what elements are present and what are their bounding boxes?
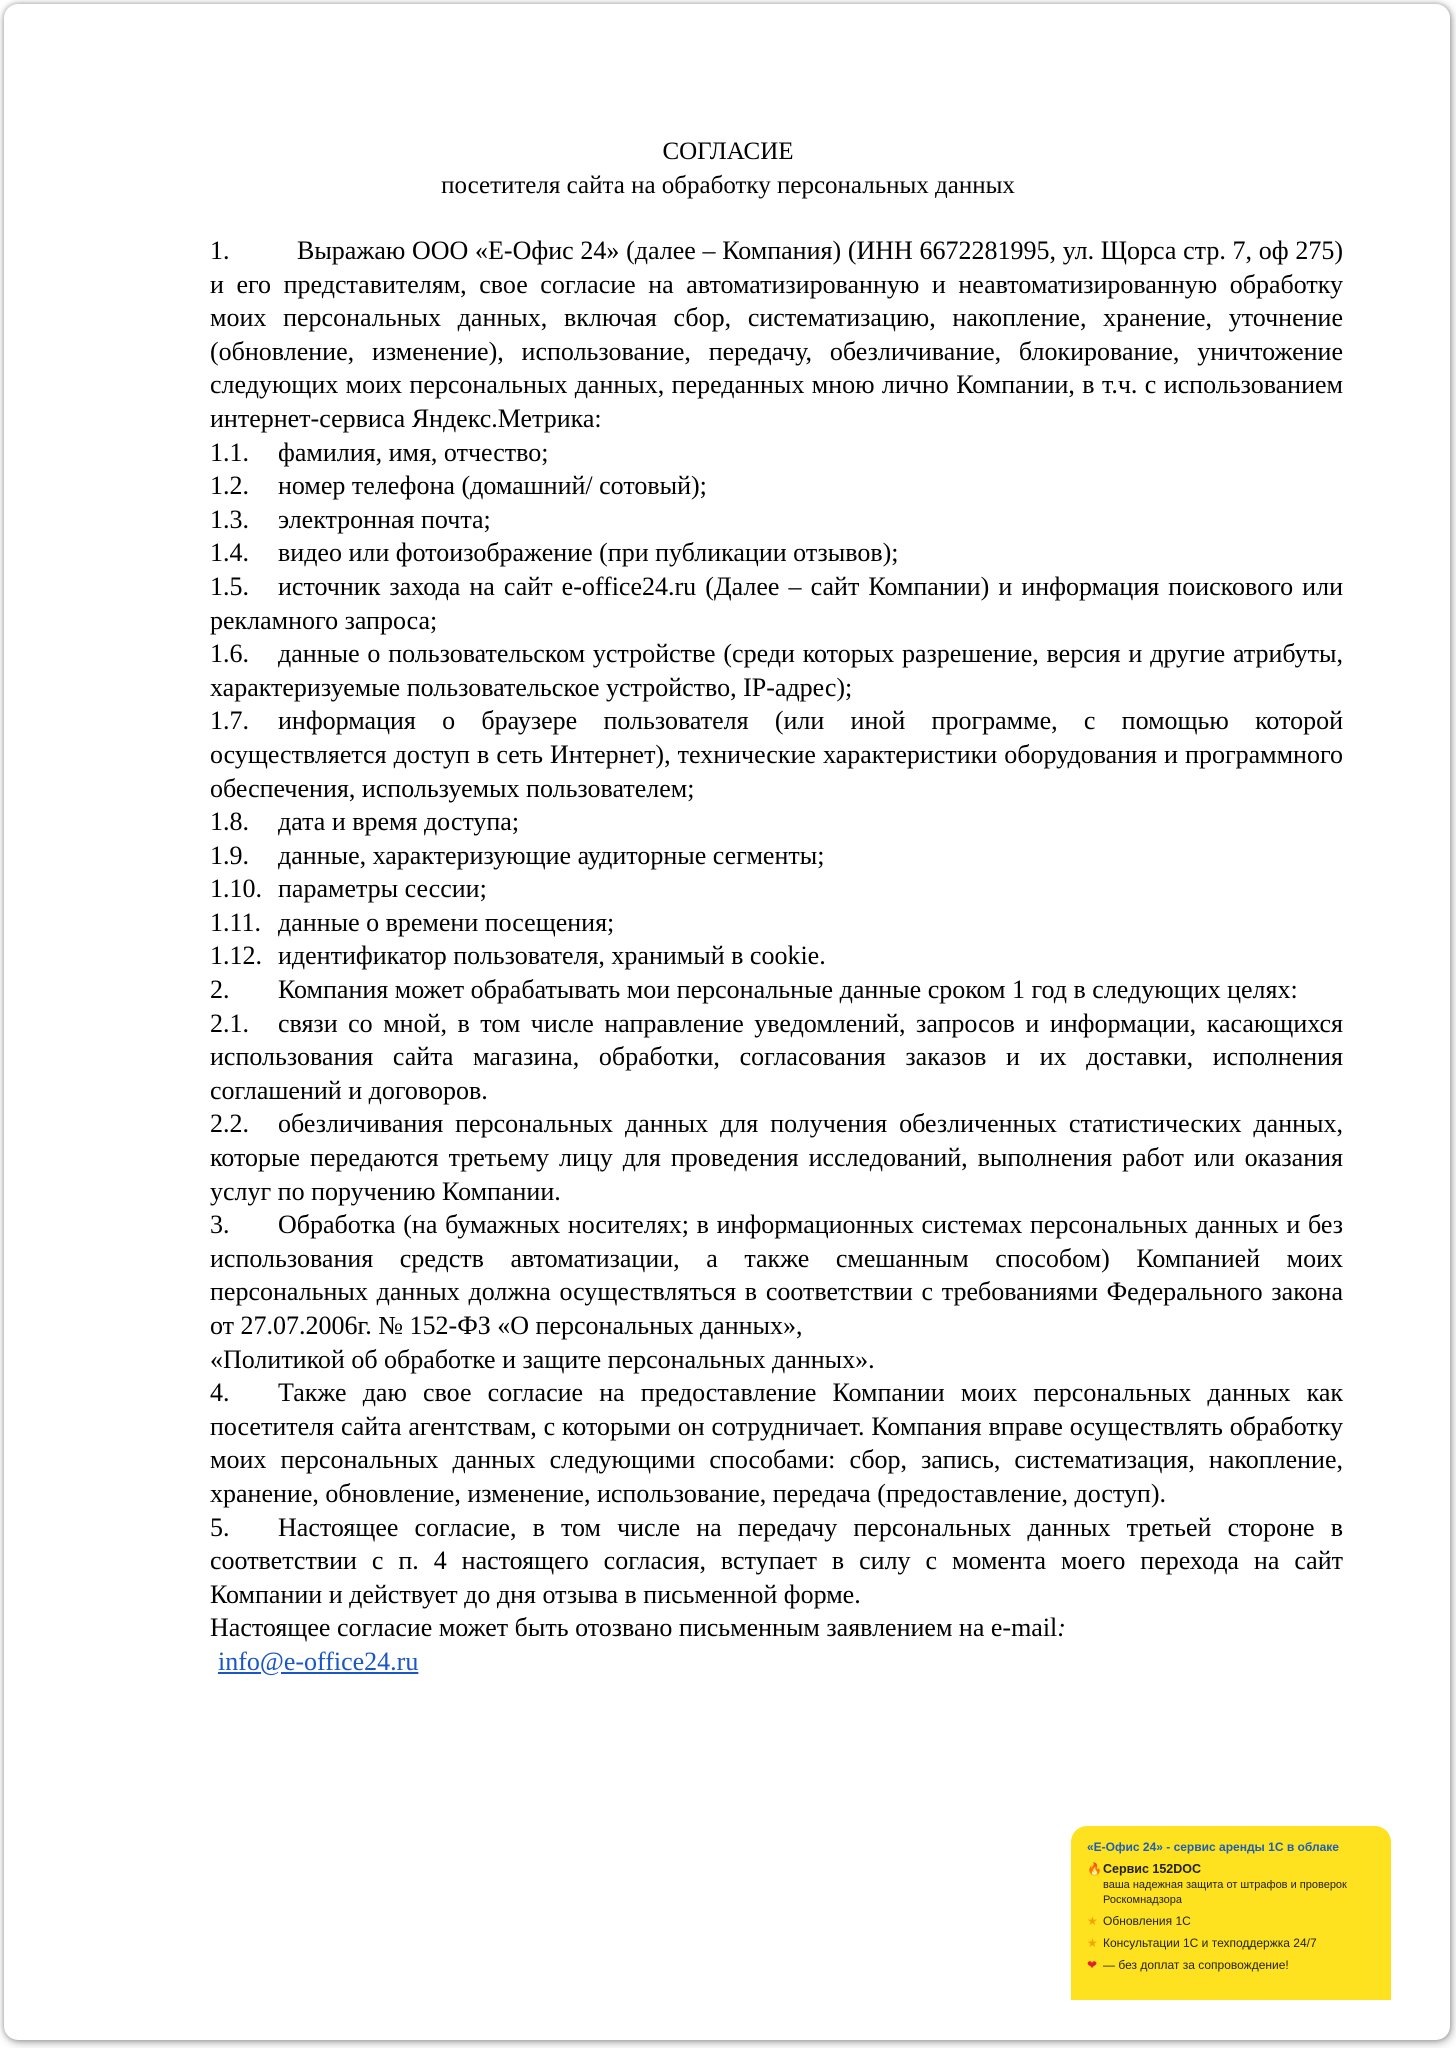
- paragraph-number: 3.: [210, 1210, 230, 1240]
- ad-item-label: Консультации 1С и техподдержка 24/7: [1103, 1936, 1317, 1950]
- paragraph-1-4: [210, 536, 1343, 570]
- paragraph-1-9: [210, 839, 1343, 873]
- paragraph-number: 4.: [210, 1378, 230, 1408]
- paragraph-4: [210, 1376, 1343, 1510]
- paragraph-number: 1.6.: [210, 639, 249, 669]
- paragraph-1-5: [210, 570, 1343, 637]
- heart-icon: ❤: [1087, 1958, 1098, 1972]
- paragraph-1-10: [210, 872, 1343, 906]
- paragraph-3-policy: [210, 1343, 1343, 1377]
- ad-item-label: Сервис 152DOC: [1103, 1862, 1202, 1876]
- email-line: [210, 1645, 1343, 1679]
- star-icon: ★: [1087, 1914, 1098, 1928]
- paragraph-text: фамилия, имя, отчество;: [278, 437, 549, 467]
- paragraph-number: 1.11.: [210, 907, 262, 937]
- paragraph-text: данные о времени посещения;: [278, 907, 615, 937]
- paragraph-1-6: [210, 637, 1343, 704]
- paragraph-text: электронная почта;: [278, 504, 491, 534]
- paragraph-text: Обработка (на бумажных носителях; в информационных системах персональных данных и без использования средств автоматизации, а также смешанным способом) Компанией моих персональных данных должна осуществляться в соответствии с требованиями Федерального закона от 27.07.2006г. № 152-ФЗ «О персональных данных»,: [210, 1210, 1343, 1340]
- paragraph-text: связи со мной, в том числе направление уведомлений, запросов и информации, касающихся использования сайта магазина, обработки, согласования заказов и их доставки, исполнения соглашений и договоров.: [210, 1008, 1343, 1105]
- paragraph-1-3: [210, 503, 1343, 537]
- paragraph-2: [210, 973, 1343, 1007]
- paragraph-1-7: [210, 704, 1343, 805]
- paragraph-2-1: [210, 1007, 1343, 1108]
- paragraph-text: данные о пользовательском устройстве (среди которых разрешение, версия и другие атрибуты, характеризуемые пользовательское устройство, IP-адрес);: [210, 639, 1343, 702]
- ad-item-updates: [1087, 1914, 1375, 1929]
- paragraph-text: номер телефона (домашний/ сотовый);: [278, 471, 707, 501]
- paragraph-number: 1.2.: [210, 471, 249, 501]
- fire-icon: 🔥: [1087, 1862, 1102, 1876]
- paragraph-text: параметры сессии;: [278, 874, 487, 904]
- paragraph-1-1: [210, 436, 1343, 470]
- ad-item-label: Обновления 1С: [1103, 1914, 1191, 1928]
- ad-banner-title: «Е-Офис 24» - сервис аренды 1С в облаке: [1087, 1840, 1339, 1854]
- paragraph-number: 1.1.: [210, 437, 249, 467]
- ad-item-no-fees: [1087, 1958, 1375, 1973]
- paragraph-1-11: [210, 906, 1343, 940]
- paragraph-text: дата и время доступа;: [278, 807, 520, 837]
- paragraph-text: «Политикой об обработке и защите персональных данных».: [210, 1344, 875, 1374]
- paragraph-5: [210, 1511, 1343, 1612]
- paragraph-text: Также даю свое согласие на предоставление Компании моих персональных данных как посетителя сайта агентствам, с которыми он сотрудничает. Компания вправе осуществлять обработку моих персональных данных следующими способами: сбор, запись, систематизация, накопление, хранение, обновление, изменение, использование, передача (предоставление, доступ).: [210, 1378, 1343, 1508]
- paragraph-number: 1.3.: [210, 504, 249, 534]
- ad-item-152doc: [1087, 1862, 1375, 1877]
- paragraph-number: 2.: [210, 975, 230, 1005]
- paragraph-text: источник захода на сайт e-office24.ru (Далее – сайт Компании) и информация поискового или рекламного запроса;: [210, 571, 1343, 635]
- ad-banner[interactable]: [1071, 1826, 1391, 2000]
- paragraph-number: 1.12.: [210, 941, 262, 971]
- paragraph-1-12: [210, 939, 1343, 973]
- paragraph-number: 2.2.: [210, 1109, 249, 1139]
- ad-item-sub: ваша надежная защита от штрафов и проверок Роскомнадзора: [1103, 1879, 1347, 1906]
- paragraph-1-8: [210, 805, 1343, 839]
- paragraph-number: 1.: [210, 236, 230, 265]
- email-link[interactable]: info@e-office24.ru: [218, 1646, 419, 1676]
- paragraph-text: Компания может обрабатывать мои персональные данные сроком 1 год в следующих целях:: [278, 975, 1298, 1005]
- paragraph-number: 1.8.: [210, 807, 249, 837]
- ad-item-label: — без доплат за сопровождение!: [1103, 1958, 1289, 1972]
- paragraph-number: 1.7.: [210, 706, 249, 736]
- ad-item-support: [1087, 1936, 1375, 1951]
- document-title: СОГЛАСИЕ: [662, 138, 794, 165]
- paragraph-number: 5.: [210, 1512, 230, 1542]
- paragraph-text: данные, характеризующие аудиторные сегменты;: [278, 840, 825, 870]
- paragraph-text: видео или фотоизображение (при публикации отзывов);: [278, 538, 899, 568]
- document-body: [210, 234, 1343, 1679]
- revocation-note: [210, 1611, 1343, 1645]
- paragraph-number: 1.9.: [210, 840, 249, 870]
- document-subtitle: посетителя сайта на обработку персональных данных: [441, 172, 1015, 199]
- paragraph-number: 1.5.: [210, 571, 249, 601]
- paragraph-text: Настоящее согласие, в том числе на передачу персональных данных третьей стороне в соответствии с п. 4 настоящего согласия, вступает в силу с момента моего перехода на сайт Компании и действует до дня отзыва в письменной форме.: [210, 1512, 1343, 1609]
- paragraph-text: информация о браузере пользователя (или иной программе, с помощью которой осуществляется доступ в сеть Интернет), технические характеристики оборудования и программного обеспечения, используемых пользователем;: [210, 706, 1343, 803]
- star-icon: ★: [1087, 1936, 1098, 1950]
- paragraph-text: идентификатор пользователя, хранимый в cookie.: [278, 941, 826, 971]
- paragraph-3: [210, 1208, 1343, 1342]
- paragraph-number: 1.4.: [210, 538, 249, 568]
- paragraph-2-2: [210, 1107, 1343, 1208]
- paragraph-number: 1.10.: [210, 874, 262, 904]
- paragraph-text: обезличивания персональных данных для получения обезличенных статистических данных, которые передаются третьему лицу для проведения исследований, выполнения работ или оказания услуг по поручению Компании.: [210, 1109, 1343, 1206]
- paragraph-1: [210, 234, 1343, 436]
- revocation-text: Настоящее согласие может быть отозвано письменным заявлением на e-mail: [210, 1613, 1058, 1643]
- paragraph-number: 2.1.: [210, 1008, 249, 1038]
- paragraph-text: Выражаю ООО «Е-Офис 24» (далее – Компания) (ИНН 6672281995, ул. Щорса стр. 7, оф 275) и его представителям, свое согласие на автоматизированную и неавтоматизированную обработку моих персональных данных, включая сбор, систематизацию, накопление, хранение, уточнение (обновление, изменение), использование, передачу, обезличивание, блокирование, уничтожение следующих моих персональных данных, переданных мною лично Компании, в т.ч. с использованием интернет-сервиса Яндекс.Метрика:: [210, 236, 1343, 433]
- revocation-colon: :: [1057, 1613, 1066, 1643]
- paragraph-1-2: [210, 469, 1343, 503]
